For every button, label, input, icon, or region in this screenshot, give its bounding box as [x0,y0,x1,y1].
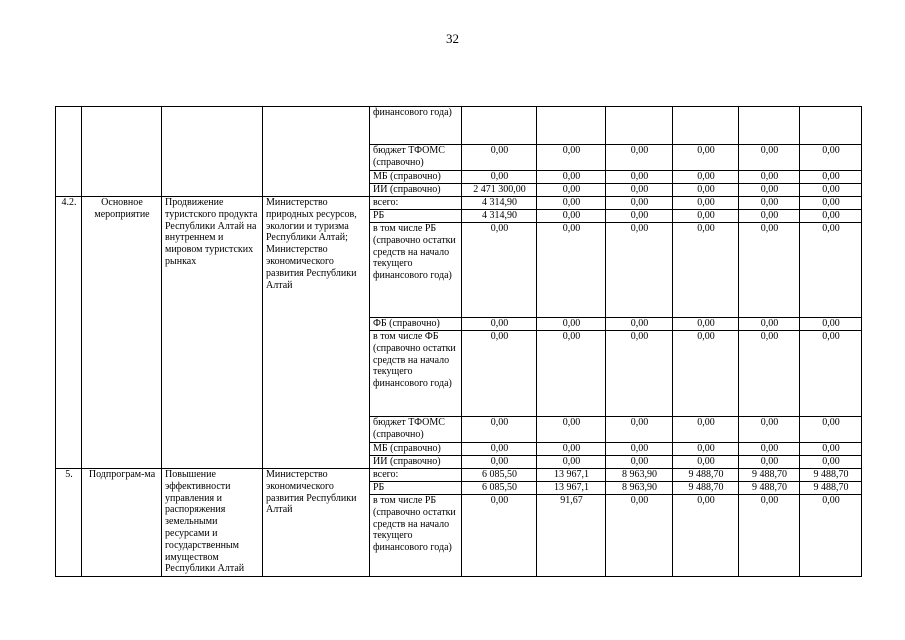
value-cell [537,107,606,145]
value-cell [739,107,800,145]
value-cell: 0,00 [673,171,739,184]
value-cell: 0,00 [537,223,606,318]
value-cell [673,107,739,145]
value-cell: 0,00 [800,417,862,443]
value-cell: 0,00 [739,456,800,469]
value-cell: 0,00 [739,417,800,443]
source-cell: РБ [370,482,462,495]
value-cell: 0,00 [739,184,800,197]
value-cell: 9 488,70 [739,469,800,482]
source-cell: всего: [370,469,462,482]
value-cell: 0,00 [606,456,673,469]
value-cell: 0,00 [739,443,800,456]
source-cell: бюджет ТФОМС (справочно) [370,145,462,171]
value-cell: 0,00 [739,495,800,577]
value-cell: 0,00 [606,318,673,331]
name-cell [162,107,263,197]
value-cell: 0,00 [537,210,606,223]
value-cell: 0,00 [739,145,800,171]
value-cell: 9 488,70 [800,482,862,495]
budget-table [55,106,862,577]
value-cell: 0,00 [673,331,739,417]
value-cell: 0,00 [462,223,537,318]
number-cell [56,107,82,197]
source-cell: в том числе РБ (справочно остатки средств на начало текущего финансового года) [370,495,462,577]
source-cell: бюджет ТФОМС (справочно) [370,417,462,443]
value-cell: 0,00 [462,145,537,171]
value-cell: 0,00 [800,171,862,184]
value-cell: 0,00 [800,331,862,417]
value-cell: 13 967,1 [537,469,606,482]
source-cell: ИИ (справочно) [370,184,462,197]
value-cell: 0,00 [673,223,739,318]
value-cell: 0,00 [739,331,800,417]
value-cell: 0,00 [800,495,862,577]
value-cell: 9 488,70 [673,482,739,495]
value-cell: 6 085,50 [462,469,537,482]
value-cell: 0,00 [673,145,739,171]
value-cell: 0,00 [673,197,739,210]
value-cell: 0,00 [537,417,606,443]
value-cell: 0,00 [537,443,606,456]
value-cell: 0,00 [462,331,537,417]
value-cell [800,107,862,145]
value-cell: 0,00 [537,184,606,197]
value-cell: 8 963,90 [606,469,673,482]
table-row [56,107,862,145]
value-cell: 0,00 [606,417,673,443]
page-number: 32 [446,31,459,46]
value-cell: 0,00 [673,417,739,443]
source-cell: в том числе РБ (справочно остатки средств на начало текущего финансового года) [370,223,462,318]
source-cell: ФБ (справочно) [370,318,462,331]
value-cell: 0,00 [462,443,537,456]
value-cell: 8 963,90 [606,482,673,495]
value-cell: 0,00 [673,210,739,223]
value-cell: 4 314,90 [462,210,537,223]
value-cell: 0,00 [606,443,673,456]
value-cell: 0,00 [800,443,862,456]
value-cell: 91,67 [537,495,606,577]
value-cell: 0,00 [462,495,537,577]
value-cell: 0,00 [606,495,673,577]
value-cell: 9 488,70 [673,469,739,482]
value-cell: 0,00 [537,197,606,210]
value-cell: 0,00 [537,171,606,184]
value-cell: 0,00 [537,145,606,171]
value-cell: 0,00 [606,197,673,210]
value-cell: 0,00 [800,223,862,318]
number-cell: 4.2. [56,197,82,469]
source-cell: МБ (справочно) [370,171,462,184]
source-cell: в том числе ФБ (справочно остатки средств на начало текущего финансового года) [370,331,462,417]
value-cell: 0,00 [537,331,606,417]
source-cell: всего: [370,197,462,210]
name-cell: Повышение эффективности управления и распоряжения земельными ресурсами и государственным имуществом Республики Алтай [162,469,263,577]
value-cell: 0,00 [673,495,739,577]
value-cell: 0,00 [673,184,739,197]
table-row [56,469,862,482]
value-cell: 4 314,90 [462,197,537,210]
value-cell: 0,00 [462,171,537,184]
executor-cell [263,107,370,197]
value-cell: 0,00 [800,184,862,197]
value-cell: 0,00 [800,210,862,223]
value-cell: 0,00 [739,197,800,210]
value-cell: 0,00 [739,318,800,331]
value-cell: 0,00 [800,318,862,331]
executor-cell: Министерство природных ресурсов, экологии и туризма Республики Алтай; Министерство экономического развития Республики Алтай [263,197,370,469]
table-body [56,107,862,577]
value-cell: 0,00 [673,456,739,469]
table-row [56,197,862,210]
value-cell: 0,00 [606,223,673,318]
value-cell: 0,00 [606,331,673,417]
number-cell: 5. [56,469,82,577]
value-cell: 0,00 [606,145,673,171]
value-cell: 0,00 [606,184,673,197]
value-cell: 0,00 [800,145,862,171]
value-cell: 0,00 [462,417,537,443]
source-cell: ИИ (справочно) [370,456,462,469]
name-cell: Продвижение туристского продукта Республики Алтай на внутреннем и мировом туристских рынках [162,197,263,469]
value-cell: 13 967,1 [537,482,606,495]
type-cell: Основное мероприятие [82,197,162,469]
value-cell: 2 471 300,00 [462,184,537,197]
source-cell: МБ (справочно) [370,443,462,456]
value-cell: 0,00 [606,171,673,184]
type-cell [82,107,162,197]
value-cell: 0,00 [673,443,739,456]
source-cell: РБ [370,210,462,223]
value-cell: 0,00 [537,456,606,469]
value-cell: 0,00 [739,210,800,223]
source-cell: финансового года) [370,107,462,145]
executor-cell: Министерство экономического развития Республики Алтай [263,469,370,577]
value-cell [462,107,537,145]
value-cell: 9 488,70 [739,482,800,495]
value-cell [606,107,673,145]
value-cell: 0,00 [537,318,606,331]
type-cell: Подпрограм-ма [82,469,162,577]
value-cell: 0,00 [800,197,862,210]
value-cell: 0,00 [739,223,800,318]
value-cell: 6 085,50 [462,482,537,495]
value-cell: 0,00 [606,210,673,223]
value-cell: 9 488,70 [800,469,862,482]
value-cell: 0,00 [739,171,800,184]
value-cell: 0,00 [462,456,537,469]
value-cell: 0,00 [800,456,862,469]
value-cell: 0,00 [673,318,739,331]
value-cell: 0,00 [462,318,537,331]
